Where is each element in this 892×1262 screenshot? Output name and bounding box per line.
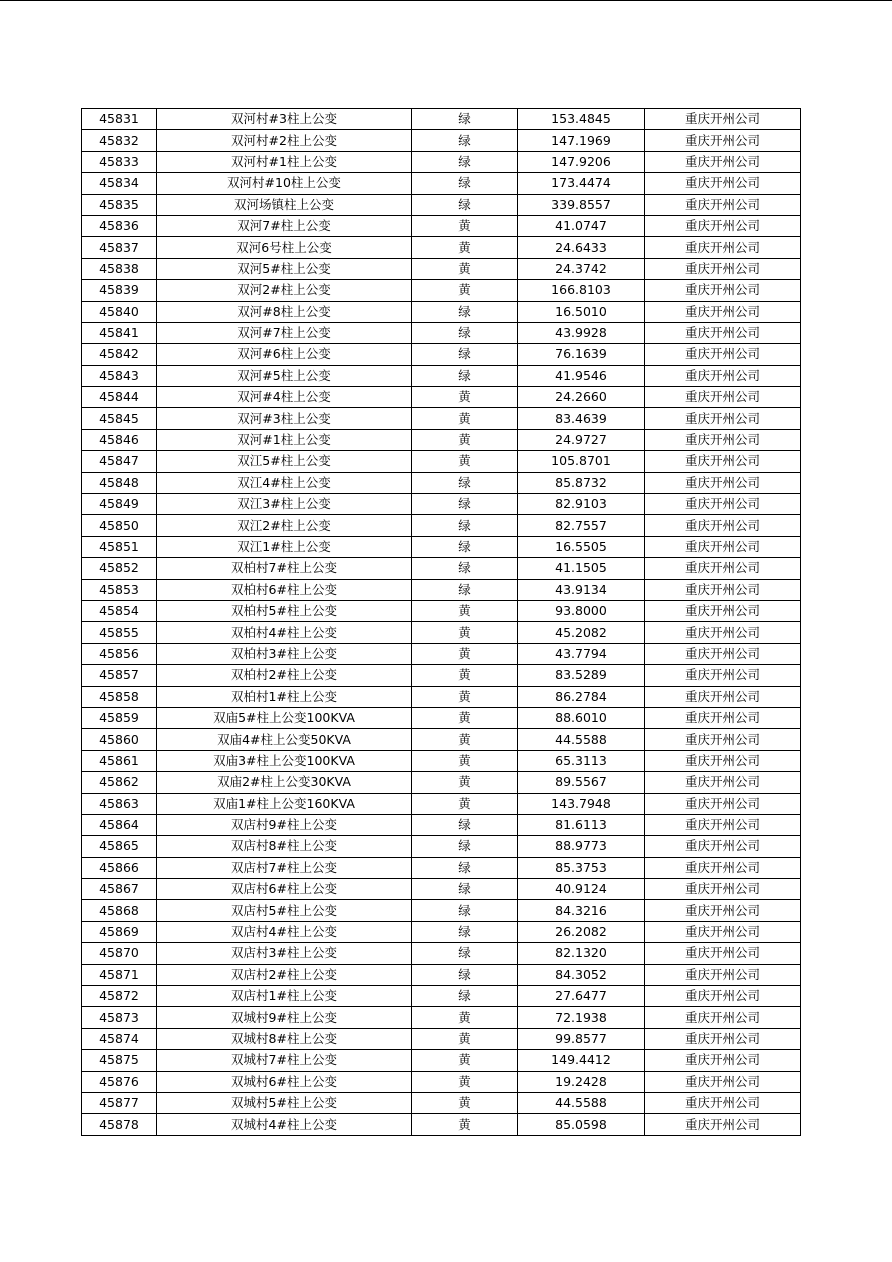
- status-color-cell: 黄: [412, 1050, 518, 1071]
- company-cell: 重庆开州公司: [645, 151, 801, 172]
- company-cell: 重庆开州公司: [645, 109, 801, 130]
- table-row: [82, 900, 801, 921]
- value-cell: 82.9103: [518, 494, 645, 515]
- status-color-cell: 绿: [412, 301, 518, 322]
- table-row: [82, 494, 801, 515]
- table-row: [82, 1071, 801, 1092]
- company-cell: 重庆开州公司: [645, 408, 801, 429]
- status-color-cell: 绿: [412, 964, 518, 985]
- table-row: [82, 814, 801, 835]
- row-id-cell: 45873: [82, 1007, 157, 1028]
- transformer-name-cell: 双河村#10柱上公变: [157, 173, 412, 194]
- status-color-cell: 绿: [412, 986, 518, 1007]
- row-id-cell: 45866: [82, 857, 157, 878]
- value-cell: 153.4845: [518, 109, 645, 130]
- table-row: [82, 515, 801, 536]
- value-cell: 41.1505: [518, 558, 645, 579]
- company-cell: 重庆开州公司: [645, 1114, 801, 1135]
- row-id-cell: 45832: [82, 130, 157, 151]
- value-cell: 24.6433: [518, 237, 645, 258]
- row-id-cell: 45869: [82, 921, 157, 942]
- table-row: [82, 280, 801, 301]
- status-color-cell: 黄: [412, 1028, 518, 1049]
- value-cell: 105.8701: [518, 451, 645, 472]
- status-color-cell: 绿: [412, 173, 518, 194]
- transformer-name-cell: 双柏村1#柱上公变: [157, 686, 412, 707]
- transformer-name-cell: 双河村#3柱上公变: [157, 109, 412, 130]
- table-row: [82, 109, 801, 130]
- table-row: [82, 857, 801, 878]
- transformer-name-cell: 双柏村7#柱上公变: [157, 558, 412, 579]
- row-id-cell: 45861: [82, 750, 157, 771]
- company-cell: 重庆开州公司: [645, 1092, 801, 1113]
- value-cell: 16.5010: [518, 301, 645, 322]
- row-id-cell: 45840: [82, 301, 157, 322]
- row-id-cell: 45834: [82, 173, 157, 194]
- table-row: [82, 964, 801, 985]
- company-cell: 重庆开州公司: [645, 772, 801, 793]
- company-cell: 重庆开州公司: [645, 964, 801, 985]
- table-row: [82, 707, 801, 728]
- company-cell: 重庆开州公司: [645, 280, 801, 301]
- value-cell: 84.3052: [518, 964, 645, 985]
- status-color-cell: 黄: [412, 1007, 518, 1028]
- company-cell: 重庆开州公司: [645, 707, 801, 728]
- row-id-cell: 45863: [82, 793, 157, 814]
- value-cell: 24.9727: [518, 429, 645, 450]
- transformer-name-cell: 双店村6#柱上公变: [157, 879, 412, 900]
- company-cell: 重庆开州公司: [645, 215, 801, 236]
- status-color-cell: 绿: [412, 130, 518, 151]
- row-id-cell: 45870: [82, 943, 157, 964]
- transformer-name-cell: 双河场镇柱上公变: [157, 194, 412, 215]
- row-id-cell: 45838: [82, 258, 157, 279]
- status-color-cell: 绿: [412, 109, 518, 130]
- transformer-name-cell: 双店村8#柱上公变: [157, 836, 412, 857]
- company-cell: 重庆开州公司: [645, 814, 801, 835]
- transformer-name-cell: 双庙4#柱上公变50KVA: [157, 729, 412, 750]
- value-cell: 93.8000: [518, 600, 645, 621]
- row-id-cell: 45841: [82, 322, 157, 343]
- status-color-cell: 黄: [412, 686, 518, 707]
- table-row: [82, 322, 801, 343]
- row-id-cell: 45842: [82, 344, 157, 365]
- status-color-cell: 绿: [412, 151, 518, 172]
- row-id-cell: 45853: [82, 579, 157, 600]
- transformer-name-cell: 双店村2#柱上公变: [157, 964, 412, 985]
- transformer-name-cell: 双店村9#柱上公变: [157, 814, 412, 835]
- transformer-name-cell: 双柏村6#柱上公变: [157, 579, 412, 600]
- value-cell: 173.4474: [518, 173, 645, 194]
- table-row: [82, 173, 801, 194]
- company-cell: 重庆开州公司: [645, 130, 801, 151]
- value-cell: 83.4639: [518, 408, 645, 429]
- company-cell: 重庆开州公司: [645, 387, 801, 408]
- company-cell: 重庆开州公司: [645, 643, 801, 664]
- value-cell: 143.7948: [518, 793, 645, 814]
- row-id-cell: 45836: [82, 215, 157, 236]
- table-row: [82, 408, 801, 429]
- table-row: [82, 1007, 801, 1028]
- status-color-cell: 黄: [412, 237, 518, 258]
- row-id-cell: 45865: [82, 836, 157, 857]
- company-cell: 重庆开州公司: [645, 600, 801, 621]
- value-cell: 86.2784: [518, 686, 645, 707]
- row-id-cell: 45833: [82, 151, 157, 172]
- value-cell: 82.1320: [518, 943, 645, 964]
- table-row: [82, 237, 801, 258]
- value-cell: 147.9206: [518, 151, 645, 172]
- table-row: [82, 301, 801, 322]
- transformer-name-cell: 双店村4#柱上公变: [157, 921, 412, 942]
- status-color-cell: 黄: [412, 643, 518, 664]
- table-row: [82, 451, 801, 472]
- company-cell: 重庆开州公司: [645, 1028, 801, 1049]
- transformer-name-cell: 双河#3柱上公变: [157, 408, 412, 429]
- transformer-name-cell: 双江3#柱上公变: [157, 494, 412, 515]
- status-color-cell: 黄: [412, 772, 518, 793]
- company-cell: 重庆开州公司: [645, 322, 801, 343]
- table-row: [82, 686, 801, 707]
- company-cell: 重庆开州公司: [645, 472, 801, 493]
- table-row: [82, 215, 801, 236]
- transformer-name-cell: 双柏村5#柱上公变: [157, 600, 412, 621]
- row-id-cell: 45864: [82, 814, 157, 835]
- table-body: [82, 109, 801, 1136]
- value-cell: 85.0598: [518, 1114, 645, 1135]
- transformer-name-cell: 双江4#柱上公变: [157, 472, 412, 493]
- value-cell: 43.9928: [518, 322, 645, 343]
- status-color-cell: 绿: [412, 194, 518, 215]
- table-row: [82, 836, 801, 857]
- value-cell: 19.2428: [518, 1071, 645, 1092]
- transformer-name-cell: 双江2#柱上公变: [157, 515, 412, 536]
- row-id-cell: 45846: [82, 429, 157, 450]
- table-row: [82, 665, 801, 686]
- table-row: [82, 429, 801, 450]
- status-color-cell: 黄: [412, 622, 518, 643]
- status-color-cell: 绿: [412, 322, 518, 343]
- row-id-cell: 45843: [82, 365, 157, 386]
- status-color-cell: 黄: [412, 729, 518, 750]
- status-color-cell: 黄: [412, 707, 518, 728]
- transformer-name-cell: 双店村1#柱上公变: [157, 986, 412, 1007]
- transformer-name-cell: 双店村3#柱上公变: [157, 943, 412, 964]
- value-cell: 44.5588: [518, 729, 645, 750]
- value-cell: 85.3753: [518, 857, 645, 878]
- row-id-cell: 45856: [82, 643, 157, 664]
- company-cell: 重庆开州公司: [645, 986, 801, 1007]
- transformer-name-cell: 双庙5#柱上公变100KVA: [157, 707, 412, 728]
- company-cell: 重庆开州公司: [645, 344, 801, 365]
- row-id-cell: 45876: [82, 1071, 157, 1092]
- row-id-cell: 45847: [82, 451, 157, 472]
- company-cell: 重庆开州公司: [645, 258, 801, 279]
- status-color-cell: 黄: [412, 793, 518, 814]
- company-cell: 重庆开州公司: [645, 429, 801, 450]
- table-row: [82, 1050, 801, 1071]
- status-color-cell: 黄: [412, 215, 518, 236]
- company-cell: 重庆开州公司: [645, 451, 801, 472]
- table-row: [82, 130, 801, 151]
- row-id-cell: 45878: [82, 1114, 157, 1135]
- transformer-name-cell: 双河#6柱上公变: [157, 344, 412, 365]
- company-cell: 重庆开州公司: [645, 365, 801, 386]
- row-id-cell: 45831: [82, 109, 157, 130]
- value-cell: 65.3113: [518, 750, 645, 771]
- value-cell: 40.9124: [518, 879, 645, 900]
- table-row: [82, 772, 801, 793]
- status-color-cell: 黄: [412, 1071, 518, 1092]
- company-cell: 重庆开州公司: [645, 494, 801, 515]
- row-id-cell: 45848: [82, 472, 157, 493]
- value-cell: 43.7794: [518, 643, 645, 664]
- table-row: [82, 1092, 801, 1113]
- status-color-cell: 黄: [412, 387, 518, 408]
- row-id-cell: 45839: [82, 280, 157, 301]
- value-cell: 41.9546: [518, 365, 645, 386]
- value-cell: 16.5505: [518, 536, 645, 557]
- row-id-cell: 45837: [82, 237, 157, 258]
- table-row: [82, 943, 801, 964]
- row-id-cell: 45852: [82, 558, 157, 579]
- transformer-name-cell: 双河村#2柱上公变: [157, 130, 412, 151]
- row-id-cell: 45849: [82, 494, 157, 515]
- status-color-cell: 绿: [412, 921, 518, 942]
- company-cell: 重庆开州公司: [645, 173, 801, 194]
- value-cell: 76.1639: [518, 344, 645, 365]
- value-cell: 147.1969: [518, 130, 645, 151]
- row-id-cell: 45862: [82, 772, 157, 793]
- value-cell: 89.5567: [518, 772, 645, 793]
- value-cell: 85.8732: [518, 472, 645, 493]
- page-top-border: [0, 0, 892, 1]
- row-id-cell: 45850: [82, 515, 157, 536]
- row-id-cell: 45872: [82, 986, 157, 1007]
- row-id-cell: 45855: [82, 622, 157, 643]
- company-cell: 重庆开州公司: [645, 921, 801, 942]
- status-color-cell: 黄: [412, 408, 518, 429]
- value-cell: 99.8577: [518, 1028, 645, 1049]
- company-cell: 重庆开州公司: [645, 1050, 801, 1071]
- company-cell: 重庆开州公司: [645, 836, 801, 857]
- transformer-name-cell: 双庙2#柱上公变30KVA: [157, 772, 412, 793]
- row-id-cell: 45859: [82, 707, 157, 728]
- row-id-cell: 45854: [82, 600, 157, 621]
- value-cell: 88.9773: [518, 836, 645, 857]
- company-cell: 重庆开州公司: [645, 665, 801, 686]
- table-row: [82, 622, 801, 643]
- table-row: [82, 1028, 801, 1049]
- transformer-name-cell: 双柏村4#柱上公变: [157, 622, 412, 643]
- row-id-cell: 45868: [82, 900, 157, 921]
- transformer-name-cell: 双柏村3#柱上公变: [157, 643, 412, 664]
- table-row: [82, 536, 801, 557]
- company-cell: 重庆开州公司: [645, 729, 801, 750]
- data-table: [81, 108, 801, 1136]
- transformer-name-cell: 双城村4#柱上公变: [157, 1114, 412, 1135]
- transformer-name-cell: 双店村7#柱上公变: [157, 857, 412, 878]
- row-id-cell: 45851: [82, 536, 157, 557]
- value-cell: 45.2082: [518, 622, 645, 643]
- status-color-cell: 绿: [412, 515, 518, 536]
- transformer-name-cell: 双河6号柱上公变: [157, 237, 412, 258]
- status-color-cell: 绿: [412, 472, 518, 493]
- transformer-name-cell: 双店村5#柱上公变: [157, 900, 412, 921]
- value-cell: 166.8103: [518, 280, 645, 301]
- status-color-cell: 绿: [412, 943, 518, 964]
- company-cell: 重庆开州公司: [645, 301, 801, 322]
- table-row: [82, 879, 801, 900]
- status-color-cell: 绿: [412, 344, 518, 365]
- transformer-name-cell: 双柏村2#柱上公变: [157, 665, 412, 686]
- status-color-cell: 黄: [412, 750, 518, 771]
- status-color-cell: 绿: [412, 900, 518, 921]
- company-cell: 重庆开州公司: [645, 579, 801, 600]
- row-id-cell: 45845: [82, 408, 157, 429]
- company-cell: 重庆开州公司: [645, 536, 801, 557]
- status-color-cell: 黄: [412, 665, 518, 686]
- value-cell: 24.3742: [518, 258, 645, 279]
- value-cell: 43.9134: [518, 579, 645, 600]
- table-row: [82, 921, 801, 942]
- status-color-cell: 绿: [412, 558, 518, 579]
- row-id-cell: 45874: [82, 1028, 157, 1049]
- row-id-cell: 45860: [82, 729, 157, 750]
- transformer-name-cell: 双河7#柱上公变: [157, 215, 412, 236]
- value-cell: 27.6477: [518, 986, 645, 1007]
- status-color-cell: 黄: [412, 258, 518, 279]
- transformer-name-cell: 双江1#柱上公变: [157, 536, 412, 557]
- transformer-name-cell: 双河2#柱上公变: [157, 280, 412, 301]
- table-row: [82, 729, 801, 750]
- transformer-name-cell: 双庙1#柱上公变160KVA: [157, 793, 412, 814]
- table-row: [82, 194, 801, 215]
- company-cell: 重庆开州公司: [645, 622, 801, 643]
- status-color-cell: 黄: [412, 429, 518, 450]
- table-row: [82, 750, 801, 771]
- company-cell: 重庆开州公司: [645, 793, 801, 814]
- company-cell: 重庆开州公司: [645, 237, 801, 258]
- status-color-cell: 黄: [412, 280, 518, 301]
- table-row: [82, 151, 801, 172]
- table-row: [82, 600, 801, 621]
- status-color-cell: 黄: [412, 451, 518, 472]
- transformer-name-cell: 双城村9#柱上公变: [157, 1007, 412, 1028]
- value-cell: 88.6010: [518, 707, 645, 728]
- table-row: [82, 472, 801, 493]
- value-cell: 41.0747: [518, 215, 645, 236]
- company-cell: 重庆开州公司: [645, 1071, 801, 1092]
- row-id-cell: 45871: [82, 964, 157, 985]
- transformer-name-cell: 双河#5柱上公变: [157, 365, 412, 386]
- row-id-cell: 45877: [82, 1092, 157, 1113]
- company-cell: 重庆开州公司: [645, 1007, 801, 1028]
- status-color-cell: 黄: [412, 1092, 518, 1113]
- value-cell: 81.6113: [518, 814, 645, 835]
- value-cell: 44.5588: [518, 1092, 645, 1113]
- transformer-name-cell: 双河村#1柱上公变: [157, 151, 412, 172]
- transformer-name-cell: 双庙3#柱上公变100KVA: [157, 750, 412, 771]
- value-cell: 72.1938: [518, 1007, 645, 1028]
- company-cell: 重庆开州公司: [645, 857, 801, 878]
- table-row: [82, 1114, 801, 1135]
- table-row: [82, 986, 801, 1007]
- value-cell: 83.5289: [518, 665, 645, 686]
- transformer-name-cell: 双河#1柱上公变: [157, 429, 412, 450]
- row-id-cell: 45857: [82, 665, 157, 686]
- transformer-name-cell: 双江5#柱上公变: [157, 451, 412, 472]
- table-row: [82, 793, 801, 814]
- company-cell: 重庆开州公司: [645, 194, 801, 215]
- value-cell: 26.2082: [518, 921, 645, 942]
- table-row: [82, 579, 801, 600]
- status-color-cell: 绿: [412, 814, 518, 835]
- company-cell: 重庆开州公司: [645, 558, 801, 579]
- row-id-cell: 45858: [82, 686, 157, 707]
- row-id-cell: 45875: [82, 1050, 157, 1071]
- value-cell: 24.2660: [518, 387, 645, 408]
- status-color-cell: 黄: [412, 1114, 518, 1135]
- company-cell: 重庆开州公司: [645, 900, 801, 921]
- row-id-cell: 45835: [82, 194, 157, 215]
- status-color-cell: 绿: [412, 494, 518, 515]
- value-cell: 149.4412: [518, 1050, 645, 1071]
- status-color-cell: 绿: [412, 836, 518, 857]
- transformer-name-cell: 双城村5#柱上公变: [157, 1092, 412, 1113]
- table-row: [82, 387, 801, 408]
- table-row: [82, 643, 801, 664]
- status-color-cell: 绿: [412, 536, 518, 557]
- company-cell: 重庆开州公司: [645, 515, 801, 536]
- status-color-cell: 绿: [412, 857, 518, 878]
- table-row: [82, 365, 801, 386]
- transformer-name-cell: 双城村7#柱上公变: [157, 1050, 412, 1071]
- row-id-cell: 45844: [82, 387, 157, 408]
- value-cell: 84.3216: [518, 900, 645, 921]
- company-cell: 重庆开州公司: [645, 879, 801, 900]
- transformer-name-cell: 双河#4柱上公变: [157, 387, 412, 408]
- status-color-cell: 绿: [412, 579, 518, 600]
- row-id-cell: 45867: [82, 879, 157, 900]
- status-color-cell: 黄: [412, 600, 518, 621]
- table-row: [82, 344, 801, 365]
- company-cell: 重庆开州公司: [645, 750, 801, 771]
- company-cell: 重庆开州公司: [645, 943, 801, 964]
- status-color-cell: 绿: [412, 365, 518, 386]
- company-cell: 重庆开州公司: [645, 686, 801, 707]
- transformer-name-cell: 双河#7柱上公变: [157, 322, 412, 343]
- table-row: [82, 258, 801, 279]
- table-row: [82, 558, 801, 579]
- status-color-cell: 绿: [412, 879, 518, 900]
- transformer-name-cell: 双城村8#柱上公变: [157, 1028, 412, 1049]
- value-cell: 339.8557: [518, 194, 645, 215]
- value-cell: 82.7557: [518, 515, 645, 536]
- transformer-name-cell: 双河5#柱上公变: [157, 258, 412, 279]
- transformer-name-cell: 双河#8柱上公变: [157, 301, 412, 322]
- transformer-name-cell: 双城村6#柱上公变: [157, 1071, 412, 1092]
